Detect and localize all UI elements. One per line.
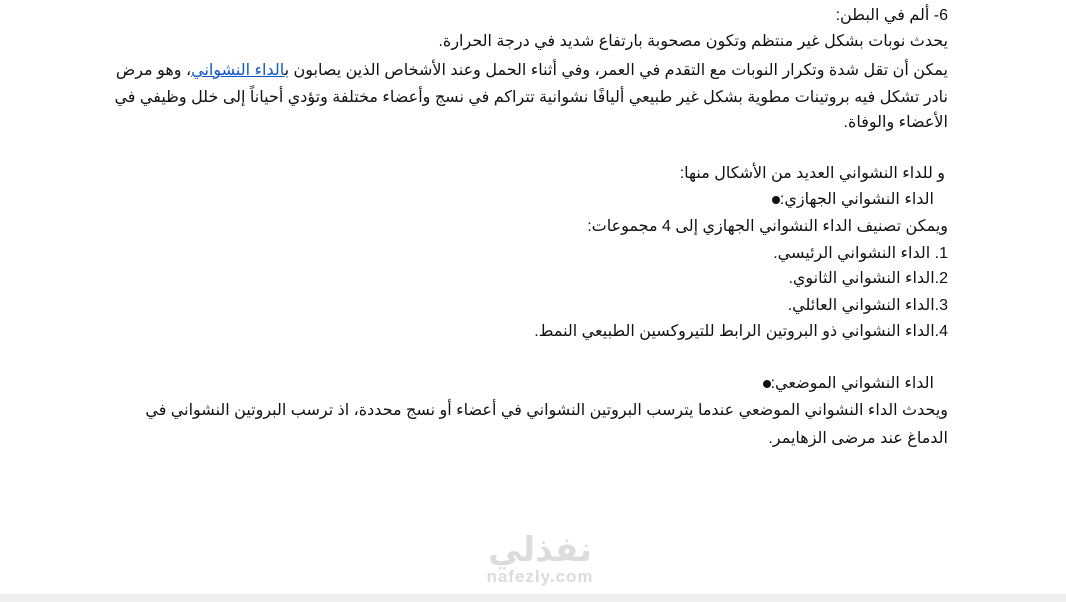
section-heading: 6- ألم في البطن:	[835, 7, 948, 24]
bullet-item: الداء النشواني الموضعي:	[741, 374, 934, 394]
bullet-icon	[772, 196, 780, 204]
list-item: 2.الداء النشواني الثانوي.	[788, 270, 948, 287]
paragraph-line: يمكن أن تقل شدة وتكرار النوبات مع التقدم في العمر، وفي أثناء الحمل وعند الأشخاص الذين يصابون بالداء النشواني، وهو مرض	[115, 62, 948, 79]
paragraph-line: الأعضاء والوفاة.	[843, 114, 948, 131]
bottom-bar	[0, 594, 1066, 602]
amyloidosis-link[interactable]: الداء النشواني	[191, 62, 285, 79]
list-item: 3.الداء النشواني العائلي.	[787, 297, 948, 314]
paragraph-line: يحدث نوبات بشكل غير منتظم وتكون مصحوبة بارتفاع شديد في درجة الحرارة.	[438, 33, 948, 50]
forms-intro: و للداء النشواني العديد من الأشكال منها:	[679, 165, 945, 182]
bullet-icon	[763, 380, 771, 388]
paragraph-line: الدماغ عند مرضى الزهايمر.	[768, 430, 948, 447]
list-item: 4.الداء النشواني ذو البروتين الرابط للتيروكسين الطبيعي النمط.	[534, 323, 948, 340]
classification-intro: ويمكن تصنيف الداء النشواني الجهازي إلى 4 مجموعات:	[587, 218, 948, 235]
watermark-logo: نفذلي nafezly.com	[486, 531, 594, 586]
paragraph-line: نادر تشكل فيه بروتينات مطوية بشكل غير طبيعي أليافًا نشوانية تتراكم في نسج وأعضاء مختلفة وتؤدي أحياناً إلى خلل وظيفي في	[114, 89, 948, 106]
list-item: 1. الداء النشواني الرئيسي.	[773, 245, 948, 262]
paragraph-line: ويحدث الداء النشواني الموضعي عندما يترسب البروتين النشواني في أعضاء أو نسج محددة، اذ ترسب البروتين النشواني في	[145, 402, 948, 419]
bullet-item: الداء النشواني الجهازي:	[750, 190, 934, 210]
